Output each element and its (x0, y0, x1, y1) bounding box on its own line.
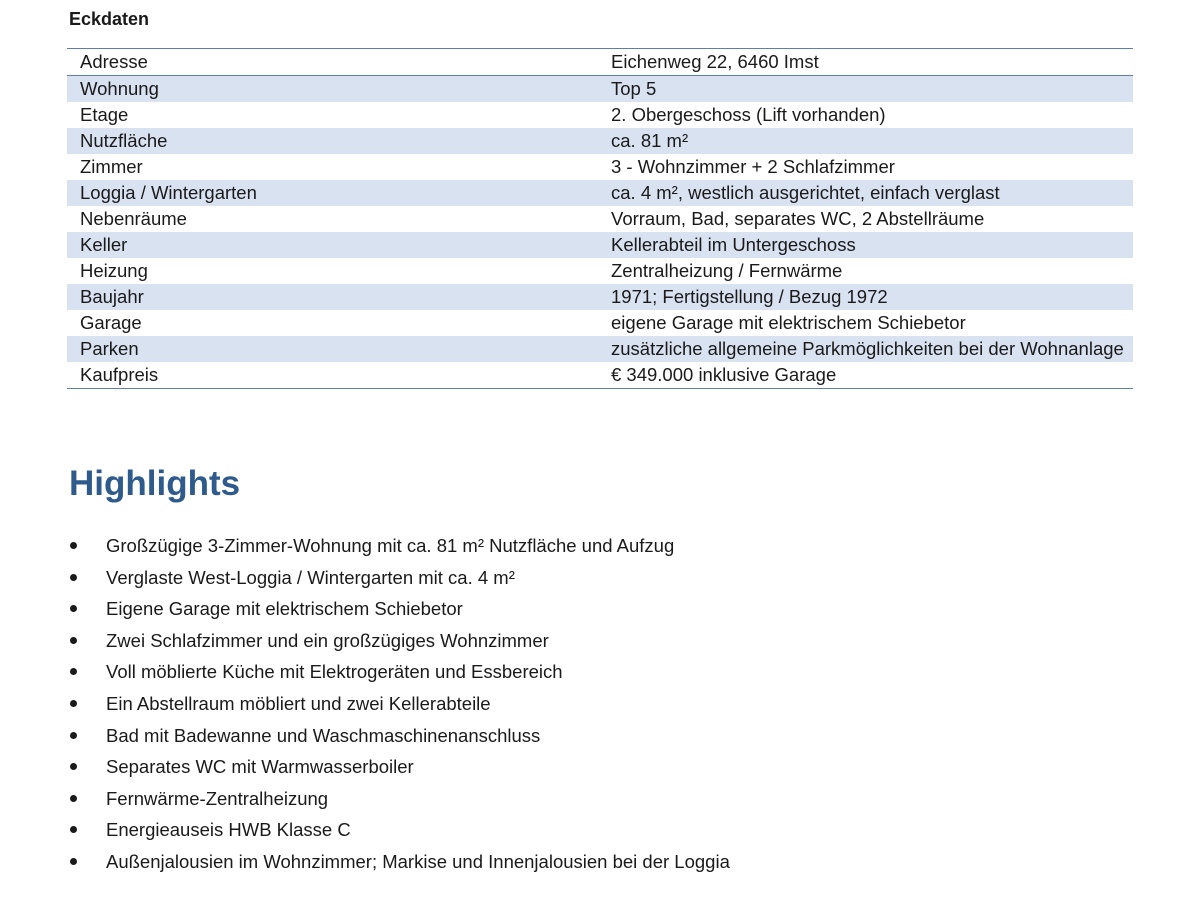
highlights-title: Highlights (69, 464, 241, 503)
table-row (67, 102, 1133, 128)
row-label: Baujahr (67, 284, 598, 310)
bullet-icon (70, 668, 77, 675)
row-value: € 349.000 inklusive Garage (611, 364, 837, 385)
table-row (67, 206, 1133, 232)
row-value: 3 - Wohnzimmer + 2 Schlafzimmer (611, 156, 895, 177)
row-label: Keller (67, 232, 598, 258)
table-row (67, 76, 1133, 103)
list-item-text: Bad mit Badewanne und Waschmaschinenanschluss (106, 724, 541, 746)
list-item (0, 625, 730, 657)
list-item-text: Großzügige 3-Zimmer-Wohnung mit ca. 81 m² Nutzfläche und Aufzug (106, 535, 675, 556)
list-item (0, 562, 730, 594)
list-item (0, 530, 730, 562)
list-item-text: Energieauseis HWB Klasse C (106, 819, 351, 841)
row-label: Nutzfläche (67, 128, 598, 154)
table-row (67, 180, 1133, 206)
table-row (67, 362, 1133, 389)
list-item (0, 720, 730, 752)
bullet-icon (70, 826, 77, 833)
row-label: Nebenräume (80, 208, 187, 229)
bullet-icon (70, 858, 77, 865)
row-label: Wohnung (67, 76, 598, 103)
list-item (0, 656, 730, 688)
row-label: Parken (67, 336, 598, 362)
table-row (67, 128, 1133, 154)
row-value: 1971; Fertigstellung / Bezug 1972 (598, 284, 1133, 310)
bullet-icon (70, 795, 77, 802)
bullet-icon (70, 637, 77, 644)
highlights-list (0, 530, 730, 878)
row-label: Kaufpreis (80, 364, 159, 385)
list-item-text: Außenjalousien im Wohnzimmer; Markise und Innenjalousien bei der Loggia (106, 850, 730, 872)
row-value: Kellerabteil im Untergeschoss (598, 232, 1133, 258)
row-label: Adresse (67, 49, 598, 76)
list-item (0, 751, 730, 783)
row-label: Loggia / Wintergarten (67, 180, 598, 206)
row-value: Top 5 (598, 76, 1133, 103)
eckdaten-table (67, 48, 1133, 389)
list-item-text: Eigene Garage mit elektrischem Schiebetor (106, 598, 463, 620)
row-value: ca. 4 m², westlich ausgerichtet, einfach verglast (598, 180, 1133, 206)
list-item-text: Fernwärme-Zentralheizung (106, 787, 329, 809)
list-item (0, 688, 730, 720)
row-value: ca. 81 m² (598, 128, 1133, 154)
eckdaten-title: Eckdaten (69, 9, 150, 29)
list-item-text: Voll möblierte Küche mit Elektrogeräten und Essbereich (106, 661, 563, 683)
row-value: Eichenweg 22, 6460 Imst (598, 49, 1133, 76)
bullet-icon (70, 605, 77, 612)
row-value: zusätzliche allgemeine Parkmöglichkeiten bei der Wohnanlage (598, 336, 1133, 362)
row-value: 2. Obergeschoss (Lift vorhanden) (611, 104, 886, 125)
list-item-text: Separates WC mit Warmwasserboiler (106, 756, 414, 778)
table-row (67, 154, 1133, 180)
table-row (67, 284, 1133, 310)
table-row (67, 258, 1133, 284)
table-row (67, 336, 1133, 362)
bullet-icon (70, 700, 77, 707)
bullet-icon (70, 542, 77, 549)
list-item-text: Zwei Schlafzimmer und ein großzügiges Wohnzimmer (106, 629, 549, 651)
row-label: Heizung (80, 260, 148, 281)
row-value: Zentralheizung / Fernwärme (611, 260, 843, 281)
row-label: Garage (80, 312, 142, 333)
bullet-icon (70, 732, 77, 739)
row-label: Etage (80, 104, 129, 125)
table-row (67, 310, 1133, 336)
row-label: Zimmer (80, 156, 143, 177)
list-item (0, 846, 730, 878)
row-value: Vorraum, Bad, separates WC, 2 Abstellräume (611, 208, 985, 229)
list-item (0, 783, 730, 815)
list-item-text: Ein Abstellraum möbliert und zwei Kellerabteile (106, 692, 491, 714)
list-item (0, 593, 730, 625)
list-item (0, 814, 730, 846)
row-value: eigene Garage mit elektrischem Schiebetor (611, 312, 966, 333)
bullet-icon (70, 763, 77, 770)
list-item-text: Verglaste West-Loggia / Wintergarten mit ca. 4 m² (106, 566, 515, 588)
table-row (67, 49, 1133, 76)
bullet-icon (70, 574, 77, 581)
table-row (67, 232, 1133, 258)
